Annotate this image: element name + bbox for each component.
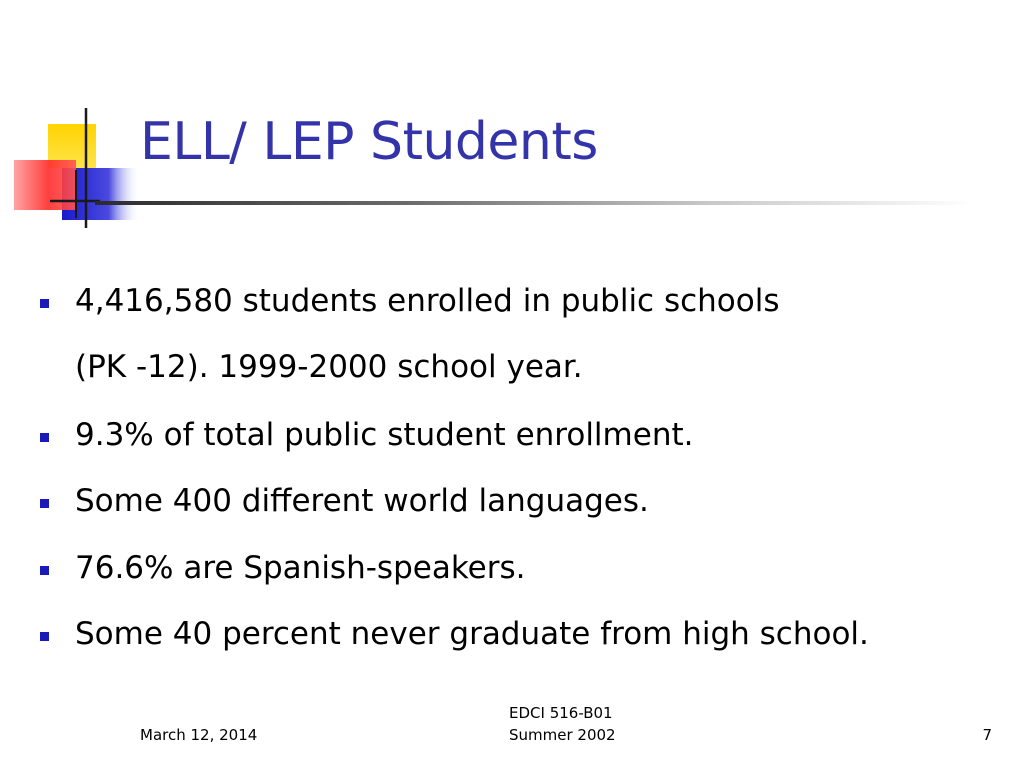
bullet-line: Some 400 different world languages. [75,483,649,519]
bullet-line: 4,416,580 students enrolled in public schools [75,283,780,319]
square-bullet-icon [40,433,49,442]
decorative-squares-logo [0,100,160,230]
title-divider [95,201,975,205]
square-bullet-icon [40,499,49,508]
bullet-text [75,535,525,601]
bullet-text [75,402,693,468]
logo-red-square [14,160,76,210]
footer-course-code: EDCI 516-B01 [509,704,613,722]
bullet-text [75,268,780,400]
bullet-text [75,468,649,534]
bullet-text [75,601,869,667]
footer-course [509,702,616,746]
page-number: 7 [982,726,992,744]
square-bullet-icon [40,299,49,308]
bullet-line: (PK -12). 1999-2000 school year. [75,349,583,385]
footer-course-term: Summer 2002 [509,726,616,744]
slide-title: ELL/ LEP Students [140,112,598,172]
bullet-line: 9.3% of total public student enrollment. [75,417,694,453]
bullet-line: Some 40 percent never graduate from high school. [75,616,869,652]
square-bullet-icon [40,632,49,641]
footer-date: March 12, 2014 [140,726,258,744]
bullet-line: 76.6% are Spanish-speakers. [75,550,526,586]
square-bullet-icon [40,566,49,575]
